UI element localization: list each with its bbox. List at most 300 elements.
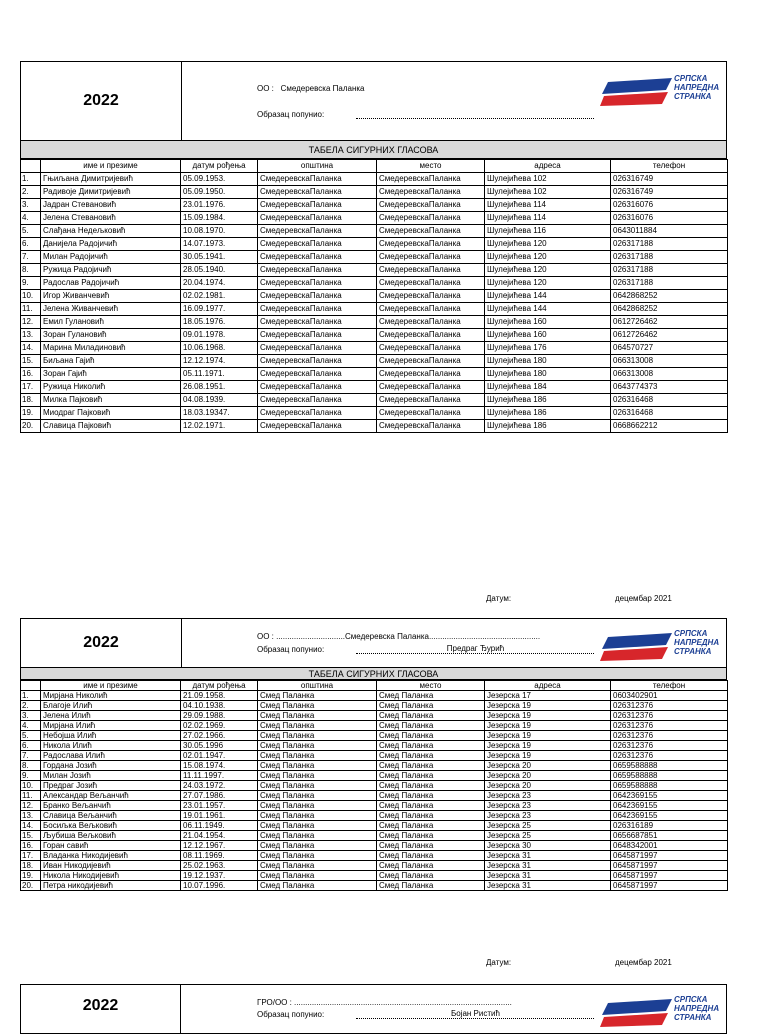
table-cell[interactable]: Смед Паланка — [258, 831, 377, 841]
table-cell[interactable]: 09.01.1978. — [181, 329, 258, 342]
column-header: телефон — [611, 160, 728, 173]
table-cell[interactable]: Гњиљана Димитријевић — [41, 173, 181, 186]
table-cell[interactable]: 17. — [21, 851, 41, 861]
table-cell[interactable]: 08.11.1969. — [181, 851, 258, 861]
table-cell[interactable]: Шулејићева 160 — [485, 316, 611, 329]
table-cell[interactable]: Смед Паланка — [258, 711, 377, 721]
table-cell[interactable]: Смед Паланка — [377, 791, 485, 801]
table-cell[interactable]: 18. — [21, 861, 41, 871]
table-cell[interactable]: 27.07.1986. — [181, 791, 258, 801]
table-cell[interactable]: Иван Никодијевић — [41, 861, 181, 871]
table-cell[interactable]: 0603402901 — [611, 691, 728, 701]
table-cell[interactable]: СмедеревскаПаланка — [377, 277, 485, 290]
table-cell[interactable]: 18.05.1976. — [181, 316, 258, 329]
table-cell[interactable]: Смед Паланка — [258, 761, 377, 771]
table-cell[interactable]: Језерска 17 — [485, 691, 611, 701]
table-cell[interactable]: 20. — [21, 420, 41, 433]
table-cell[interactable]: 18.03.19347. — [181, 407, 258, 420]
sns-logo — [600, 995, 720, 1033]
table-cell[interactable]: 19.12.1937. — [181, 871, 258, 881]
table-cell[interactable]: Језерска 23 — [485, 801, 611, 811]
table-cell[interactable]: 10.06.1968. — [181, 342, 258, 355]
table-cell[interactable]: 02.01.1947. — [181, 751, 258, 761]
table-cell[interactable]: 0656687851 — [611, 831, 728, 841]
table-cell[interactable]: Језерска 19 — [485, 701, 611, 711]
table-cell[interactable]: Марина Миладиновић — [41, 342, 181, 355]
table-cell[interactable]: 6. — [21, 238, 41, 251]
table-cell[interactable]: 066313008 — [611, 355, 728, 368]
table-cell[interactable]: Шулејићева 180 — [485, 355, 611, 368]
table-cell[interactable]: СмедеревскаПаланка — [258, 329, 377, 342]
table-cell[interactable]: Шулејићева 114 — [485, 212, 611, 225]
year-label: 2022 — [21, 619, 182, 667]
table-cell[interactable]: Језерска 23 — [485, 811, 611, 821]
form-header — [20, 618, 727, 668]
table-cell[interactable]: СмедеревскаПаланка — [258, 316, 377, 329]
table-cell[interactable]: 026317188 — [611, 277, 728, 290]
table-cell[interactable]: 17. — [21, 381, 41, 394]
table-cell[interactable]: СмедеревскаПаланка — [377, 186, 485, 199]
table-cell[interactable]: 19. — [21, 871, 41, 881]
table-cell[interactable]: Смед Паланка — [377, 741, 485, 751]
table-cell[interactable]: Небојша Илић — [41, 731, 181, 741]
table-cell[interactable]: СмедеревскаПаланка — [377, 329, 485, 342]
table-cell[interactable]: 11. — [21, 303, 41, 316]
table-cell[interactable]: 11.11.1997. — [181, 771, 258, 781]
table-cell[interactable]: 19.01.1961. — [181, 811, 258, 821]
table-cell[interactable]: СмедеревскаПаланка — [377, 420, 485, 433]
table-cell[interactable]: Шулејићева 102 — [485, 173, 611, 186]
table-cell[interactable]: 12.12.1967. — [181, 841, 258, 851]
table-cell[interactable]: СмедеревскаПаланка — [258, 238, 377, 251]
table-cell[interactable]: Бранко Вељанчић — [41, 801, 181, 811]
table-row — [21, 821, 728, 831]
table-cell[interactable]: Смед Паланка — [377, 731, 485, 741]
table-cell[interactable]: Шулејићева 186 — [485, 394, 611, 407]
table-cell[interactable]: Језерска 19 — [485, 711, 611, 721]
table-cell[interactable]: Смед Паланка — [377, 841, 485, 851]
table-cell[interactable]: 10.07.1996. — [181, 881, 258, 891]
table-cell[interactable]: СмедеревскаПаланка — [377, 394, 485, 407]
table-cell[interactable]: СмедеревскаПаланка — [377, 264, 485, 277]
table-cell[interactable]: 28.05.1940. — [181, 264, 258, 277]
table-cell[interactable]: СмедеревскаПаланка — [377, 290, 485, 303]
table-cell[interactable]: 30.05.1941. — [181, 251, 258, 264]
table-cell[interactable]: 0642369155 — [611, 801, 728, 811]
table-cell[interactable]: Јелена Илић — [41, 711, 181, 721]
table-cell[interactable]: Језерска 31 — [485, 881, 611, 891]
table-cell[interactable]: 30.05.1996 — [181, 741, 258, 751]
table-row — [21, 329, 728, 342]
table-cell[interactable]: Шулејићева 186 — [485, 420, 611, 433]
table-cell[interactable]: Смед Паланка — [377, 711, 485, 721]
table-cell[interactable]: 026317188 — [611, 238, 728, 251]
table-cell[interactable]: 05.11.1971. — [181, 368, 258, 381]
table-cell[interactable]: 15.09.1984. — [181, 212, 258, 225]
table-cell[interactable]: Смед Паланка — [377, 831, 485, 841]
table-cell[interactable]: Слађана Недељковић — [41, 225, 181, 238]
table-cell[interactable]: 8. — [21, 761, 41, 771]
table-cell[interactable]: Данијела Радојичић — [41, 238, 181, 251]
table-cell[interactable]: 13. — [21, 811, 41, 821]
table-cell[interactable]: Шулејићева 116 — [485, 225, 611, 238]
table-cell[interactable]: Славица Пајковић — [41, 420, 181, 433]
table-cell[interactable]: 066313008 — [611, 368, 728, 381]
table-cell[interactable]: СмедеревскаПаланка — [377, 251, 485, 264]
table-cell[interactable]: СмедеревскаПаланка — [258, 381, 377, 394]
table-cell[interactable]: Језерска 25 — [485, 821, 611, 831]
table-row — [21, 751, 728, 761]
table-cell[interactable]: Језерска 25 — [485, 831, 611, 841]
table-cell[interactable]: 02.02.1969. — [181, 721, 258, 731]
table-cell[interactable]: 5. — [21, 731, 41, 741]
table-cell[interactable]: Зоран Гулановић — [41, 329, 181, 342]
table-cell[interactable]: СмедеревскаПаланка — [258, 199, 377, 212]
table-cell[interactable]: 026312376 — [611, 741, 728, 751]
table-cell[interactable]: 21.04.1954. — [181, 831, 258, 841]
section-2 — [20, 618, 727, 891]
table-cell[interactable]: 19. — [21, 407, 41, 420]
table-cell[interactable]: 2. — [21, 701, 41, 711]
table-cell[interactable]: 10. — [21, 290, 41, 303]
table-cell[interactable]: Босиљка Вељковић — [41, 821, 181, 831]
table-cell[interactable]: 26.08.1951. — [181, 381, 258, 394]
table-cell[interactable]: СмедеревскаПаланка — [258, 355, 377, 368]
table-cell[interactable]: 026317188 — [611, 251, 728, 264]
table-cell[interactable]: Биљана Гајић — [41, 355, 181, 368]
table-cell[interactable]: 15.08.1974. — [181, 761, 258, 771]
table-cell[interactable]: Емил Гулановић — [41, 316, 181, 329]
table-cell[interactable]: Милан Јозић — [41, 771, 181, 781]
table-cell[interactable]: Милан Радојичић — [41, 251, 181, 264]
section-1 — [20, 61, 727, 433]
table-cell[interactable]: СмедеревскаПаланка — [377, 199, 485, 212]
table-cell[interactable]: 026312376 — [611, 751, 728, 761]
table-cell[interactable]: 18. — [21, 394, 41, 407]
table-cell[interactable]: 12. — [21, 316, 41, 329]
table-cell[interactable]: 9. — [21, 771, 41, 781]
table-cell[interactable]: Милка Пајковић — [41, 394, 181, 407]
table-cell[interactable]: Јадран Стевановић — [41, 199, 181, 212]
table-cell[interactable]: 0645871997 — [611, 851, 728, 861]
table-cell[interactable]: Шулејићева 120 — [485, 251, 611, 264]
table-cell[interactable]: 0659588888 — [611, 781, 728, 791]
table-cell[interactable]: СмедеревскаПаланка — [258, 225, 377, 238]
table-cell[interactable]: Смед Паланка — [377, 721, 485, 731]
table-cell[interactable]: 1. — [21, 173, 41, 186]
table-cell[interactable]: Смед Паланка — [258, 881, 377, 891]
table-cell[interactable]: Шулејићева 144 — [485, 303, 611, 316]
table-cell[interactable]: СмедеревскаПаланка — [377, 173, 485, 186]
table-cell[interactable]: СмедеревскаПаланка — [377, 342, 485, 355]
table-cell[interactable]: Јелена Стевановић — [41, 212, 181, 225]
table-cell[interactable]: Шулејићева 102 — [485, 186, 611, 199]
table-cell[interactable]: 15. — [21, 355, 41, 368]
table-cell[interactable]: Језерска 19 — [485, 751, 611, 761]
table-cell[interactable]: Шулејићева 120 — [485, 277, 611, 290]
table-cell[interactable]: 3. — [21, 199, 41, 212]
table-cell[interactable]: Мирјана Николић — [41, 691, 181, 701]
table-cell[interactable]: Смед Паланка — [377, 881, 485, 891]
table-cell[interactable]: Гордана Јозић — [41, 761, 181, 771]
table-cell[interactable]: 13. — [21, 329, 41, 342]
table-cell[interactable]: Језерска 20 — [485, 761, 611, 771]
table-cell[interactable]: СмедеревскаПаланка — [258, 173, 377, 186]
table-cell[interactable]: Шулејићева 186 — [485, 407, 611, 420]
table-cell[interactable]: 10. — [21, 781, 41, 791]
table-cell[interactable]: Смед Паланка — [258, 861, 377, 871]
filled-by-line[interactable] — [356, 118, 594, 119]
table-cell[interactable]: 026312376 — [611, 721, 728, 731]
table-cell[interactable]: 7. — [21, 751, 41, 761]
table-cell[interactable]: 0645871997 — [611, 871, 728, 881]
table-cell[interactable]: Смед Паланка — [377, 811, 485, 821]
table-cell[interactable]: 0668662212 — [611, 420, 728, 433]
table-cell[interactable]: Језерска 23 — [485, 791, 611, 801]
table-cell[interactable]: 0642369155 — [611, 791, 728, 801]
table-cell[interactable]: СмедеревскаПаланка — [258, 186, 377, 199]
table-cell[interactable]: Радослава Илић — [41, 751, 181, 761]
table-cell[interactable]: Славица Вељанчић — [41, 811, 181, 821]
table-cell[interactable]: Благоје Илић — [41, 701, 181, 711]
table-cell[interactable]: 0612726462 — [611, 329, 728, 342]
table-cell[interactable]: СмедеревскаПаланка — [377, 225, 485, 238]
table-cell[interactable]: Смед Паланка — [258, 811, 377, 821]
table-cell[interactable]: 0642868252 — [611, 303, 728, 316]
table-cell[interactable]: Шулејићева 176 — [485, 342, 611, 355]
table-cell[interactable]: 20.04.1974. — [181, 277, 258, 290]
table-cell[interactable]: 026316189 — [611, 821, 728, 831]
table-cell[interactable]: Смед Паланка — [258, 781, 377, 791]
table-cell[interactable]: 06.11.1949. — [181, 821, 258, 831]
table-cell[interactable]: СмедеревскаПаланка — [258, 264, 377, 277]
table-cell[interactable]: 026312376 — [611, 711, 728, 721]
table-cell[interactable]: 16. — [21, 368, 41, 381]
table-cell[interactable]: Ружица Радојичић — [41, 264, 181, 277]
table-cell[interactable]: 16.09.1977. — [181, 303, 258, 316]
table-cell[interactable]: Смед Паланка — [258, 771, 377, 781]
table-cell[interactable]: 0645871997 — [611, 861, 728, 871]
table-cell[interactable]: Смед Паланка — [258, 841, 377, 851]
table-cell[interactable]: 026316749 — [611, 173, 728, 186]
filled-by-value[interactable]: Бојан Ристић — [356, 1009, 594, 1019]
table-cell[interactable]: Језерска 20 — [485, 781, 611, 791]
table-cell[interactable]: Смед Паланка — [258, 871, 377, 881]
table-cell[interactable]: 05.09.1953. — [181, 173, 258, 186]
table-cell[interactable]: 026316749 — [611, 186, 728, 199]
table-cell[interactable]: Мирјана Илић — [41, 721, 181, 731]
table-cell[interactable]: Радивоје Димитријевић — [41, 186, 181, 199]
table-cell[interactable]: СмедеревскаПаланка — [377, 368, 485, 381]
table-row — [21, 861, 728, 871]
table-cell[interactable]: Смед Паланка — [377, 821, 485, 831]
table-cell[interactable]: Језерска 19 — [485, 741, 611, 751]
table-cell[interactable]: Радослав Радојичић — [41, 277, 181, 290]
table-cell[interactable]: 4. — [21, 212, 41, 225]
table-cell[interactable]: Шулејићева 144 — [485, 290, 611, 303]
table-cell[interactable]: СмедеревскаПаланка — [377, 238, 485, 251]
table-cell[interactable]: СмедеревскаПаланка — [377, 381, 485, 394]
table-cell[interactable]: Смед Паланка — [377, 781, 485, 791]
year-label: 2022 — [21, 985, 181, 1033]
table-cell[interactable]: 04.08.1939. — [181, 394, 258, 407]
table-cell[interactable]: 24.03.1972. — [181, 781, 258, 791]
table-cell[interactable]: Језерска 20 — [485, 771, 611, 781]
filled-by-value[interactable]: Предраг Ђурић — [356, 644, 594, 654]
table-cell[interactable]: 9. — [21, 277, 41, 290]
table-cell[interactable]: СмедеревскаПаланка — [258, 368, 377, 381]
table-cell[interactable]: Шулејићева 120 — [485, 264, 611, 277]
table-cell[interactable]: Језерска 19 — [485, 731, 611, 741]
table-cell[interactable]: СмедеревскаПаланка — [258, 251, 377, 264]
table-title: ТАБЕЛА СИГУРНИХ ГЛАСОВА — [20, 141, 727, 159]
table-cell[interactable]: 0659588888 — [611, 771, 728, 781]
table-cell[interactable]: Смед Паланка — [258, 691, 377, 701]
table-cell[interactable]: 026316076 — [611, 212, 728, 225]
table-cell[interactable]: 14. — [21, 821, 41, 831]
table-cell[interactable]: СмедеревскаПаланка — [258, 420, 377, 433]
table-cell[interactable]: Смед Паланка — [258, 701, 377, 711]
table-cell[interactable]: СмедеревскаПаланка — [258, 290, 377, 303]
table-cell[interactable]: 0643011884 — [611, 225, 728, 238]
table-cell[interactable]: Зоран Гајић — [41, 368, 181, 381]
table-row — [21, 871, 728, 881]
table-cell[interactable]: Језерска 19 — [485, 721, 611, 731]
table-cell[interactable]: Језерска 31 — [485, 861, 611, 871]
table-cell[interactable]: 23.01.1976. — [181, 199, 258, 212]
table-cell[interactable]: 12.02.1971. — [181, 420, 258, 433]
table-cell[interactable]: 02.02.1981. — [181, 290, 258, 303]
table-cell[interactable]: СмедеревскаПаланка — [377, 355, 485, 368]
table-cell[interactable]: 15. — [21, 831, 41, 841]
table-cell[interactable]: 026316468 — [611, 394, 728, 407]
table-cell[interactable]: Петра никодијевић — [41, 881, 181, 891]
table-cell[interactable]: 11. — [21, 791, 41, 801]
table-cell[interactable]: Александар Вељанчић — [41, 791, 181, 801]
table-cell[interactable]: 05.09.1950. — [181, 186, 258, 199]
table-cell[interactable]: 4. — [21, 721, 41, 731]
table-cell[interactable]: 026312376 — [611, 731, 728, 741]
table-cell[interactable]: Смед Паланка — [258, 801, 377, 811]
table-cell[interactable]: Шулејићева 120 — [485, 238, 611, 251]
table-cell[interactable]: 6. — [21, 741, 41, 751]
table-cell[interactable]: Шулејићева 184 — [485, 381, 611, 394]
table-cell[interactable]: 2. — [21, 186, 41, 199]
table-cell[interactable]: 5. — [21, 225, 41, 238]
table-cell[interactable]: 16. — [21, 841, 41, 851]
table-cell[interactable]: 27.02.1966. — [181, 731, 258, 741]
table-cell[interactable]: 0643774373 — [611, 381, 728, 394]
table-cell[interactable]: Смед Паланка — [258, 751, 377, 761]
table-cell[interactable]: Језерска 31 — [485, 851, 611, 861]
table-cell[interactable]: 29.09.1988. — [181, 711, 258, 721]
table-cell[interactable]: 0645871997 — [611, 881, 728, 891]
table-cell[interactable]: СмедеревскаПаланка — [258, 342, 377, 355]
table-cell[interactable]: 14. — [21, 342, 41, 355]
table-cell[interactable]: Смед Паланка — [258, 851, 377, 861]
table-cell[interactable]: СмедеревскаПаланка — [377, 212, 485, 225]
table-cell[interactable]: 026312376 — [611, 701, 728, 711]
table-cell[interactable]: 12.12.1974. — [181, 355, 258, 368]
table-cell[interactable]: 12. — [21, 801, 41, 811]
table-cell[interactable]: Шулејићева 160 — [485, 329, 611, 342]
table-cell[interactable]: 10.08.1970. — [181, 225, 258, 238]
table-cell[interactable]: Владанка Никодијевић — [41, 851, 181, 861]
table-cell[interactable]: 026317188 — [611, 264, 728, 277]
table-cell[interactable]: Смед Паланка — [377, 851, 485, 861]
table-cell[interactable]: Језерска 31 — [485, 871, 611, 881]
table-cell[interactable]: 1. — [21, 691, 41, 701]
table-cell[interactable]: Смед Паланка — [377, 761, 485, 771]
table-cell[interactable]: Игор Живанчевић — [41, 290, 181, 303]
table-cell[interactable]: Горан савић — [41, 841, 181, 851]
table-cell[interactable]: Смед Паланка — [258, 791, 377, 801]
table-cell[interactable]: Смед Паланка — [377, 771, 485, 781]
table-cell[interactable]: СмедеревскаПаланка — [377, 303, 485, 316]
table-cell[interactable]: 23.01.1957. — [181, 801, 258, 811]
table-cell[interactable]: СмедеревскаПаланка — [377, 316, 485, 329]
table-cell[interactable]: 04.10.1938. — [181, 701, 258, 711]
table-cell[interactable]: Језерска 30 — [485, 841, 611, 851]
table-cell[interactable]: 064570727 — [611, 342, 728, 355]
datum-value: децембар 2021 — [615, 958, 672, 967]
table-cell[interactable]: 8. — [21, 264, 41, 277]
table-cell[interactable]: 026316076 — [611, 199, 728, 212]
table-cell[interactable]: Смед Паланка — [377, 801, 485, 811]
table-cell[interactable]: Смед Паланка — [377, 751, 485, 761]
table-cell[interactable]: Миодраг Пајковић — [41, 407, 181, 420]
table-cell[interactable]: Ружица Николић — [41, 381, 181, 394]
table-cell[interactable]: 3. — [21, 711, 41, 721]
table-cell[interactable]: 20. — [21, 881, 41, 891]
form-header — [20, 984, 727, 1034]
table-cell[interactable]: Шулејићева 180 — [485, 368, 611, 381]
table-cell[interactable]: Смед Паланка — [258, 741, 377, 751]
table-cell[interactable]: Смед Паланка — [377, 691, 485, 701]
table-cell[interactable]: 026316468 — [611, 407, 728, 420]
table-cell[interactable]: Смед Паланка — [258, 731, 377, 741]
table-cell[interactable]: Смед Паланка — [377, 701, 485, 711]
table-cell[interactable]: Предраг Јозић — [41, 781, 181, 791]
table-cell[interactable]: Никола Илић — [41, 741, 181, 751]
table-cell[interactable]: Смед Паланка — [377, 871, 485, 881]
table-cell[interactable]: Никола Никодијевић — [41, 871, 181, 881]
table-cell[interactable]: 21.09.1958. — [181, 691, 258, 701]
table-cell[interactable]: 0642369155 — [611, 811, 728, 821]
table-cell[interactable]: 25.02.1963. — [181, 861, 258, 871]
table-cell[interactable]: 0612726462 — [611, 316, 728, 329]
table-cell[interactable]: СмедеревскаПаланка — [258, 303, 377, 316]
table-cell[interactable]: 7. — [21, 251, 41, 264]
table-cell[interactable]: СмедеревскаПаланка — [258, 277, 377, 290]
table-cell[interactable]: СмедеревскаПаланка — [258, 407, 377, 420]
table-row — [21, 741, 728, 751]
table-cell[interactable]: Смед Паланка — [258, 821, 377, 831]
table-cell[interactable]: Љубиша Вељковић — [41, 831, 181, 841]
table-cell[interactable]: 0648342001 — [611, 841, 728, 851]
table-cell[interactable]: 0642868252 — [611, 290, 728, 303]
table-row — [21, 264, 728, 277]
table-cell[interactable]: Шулејићева 114 — [485, 199, 611, 212]
table-cell[interactable]: 0659588888 — [611, 761, 728, 771]
table-cell[interactable]: 14.07.1973. — [181, 238, 258, 251]
table-cell[interactable]: СмедеревскаПаланка — [258, 212, 377, 225]
table-cell[interactable]: СмедеревскаПаланка — [377, 407, 485, 420]
table-cell[interactable]: Јелена Живанчевић — [41, 303, 181, 316]
table-cell[interactable]: СмедеревскаПаланка — [258, 394, 377, 407]
table-cell[interactable]: Смед Паланка — [258, 721, 377, 731]
table-cell[interactable]: Смед Паланка — [377, 861, 485, 871]
